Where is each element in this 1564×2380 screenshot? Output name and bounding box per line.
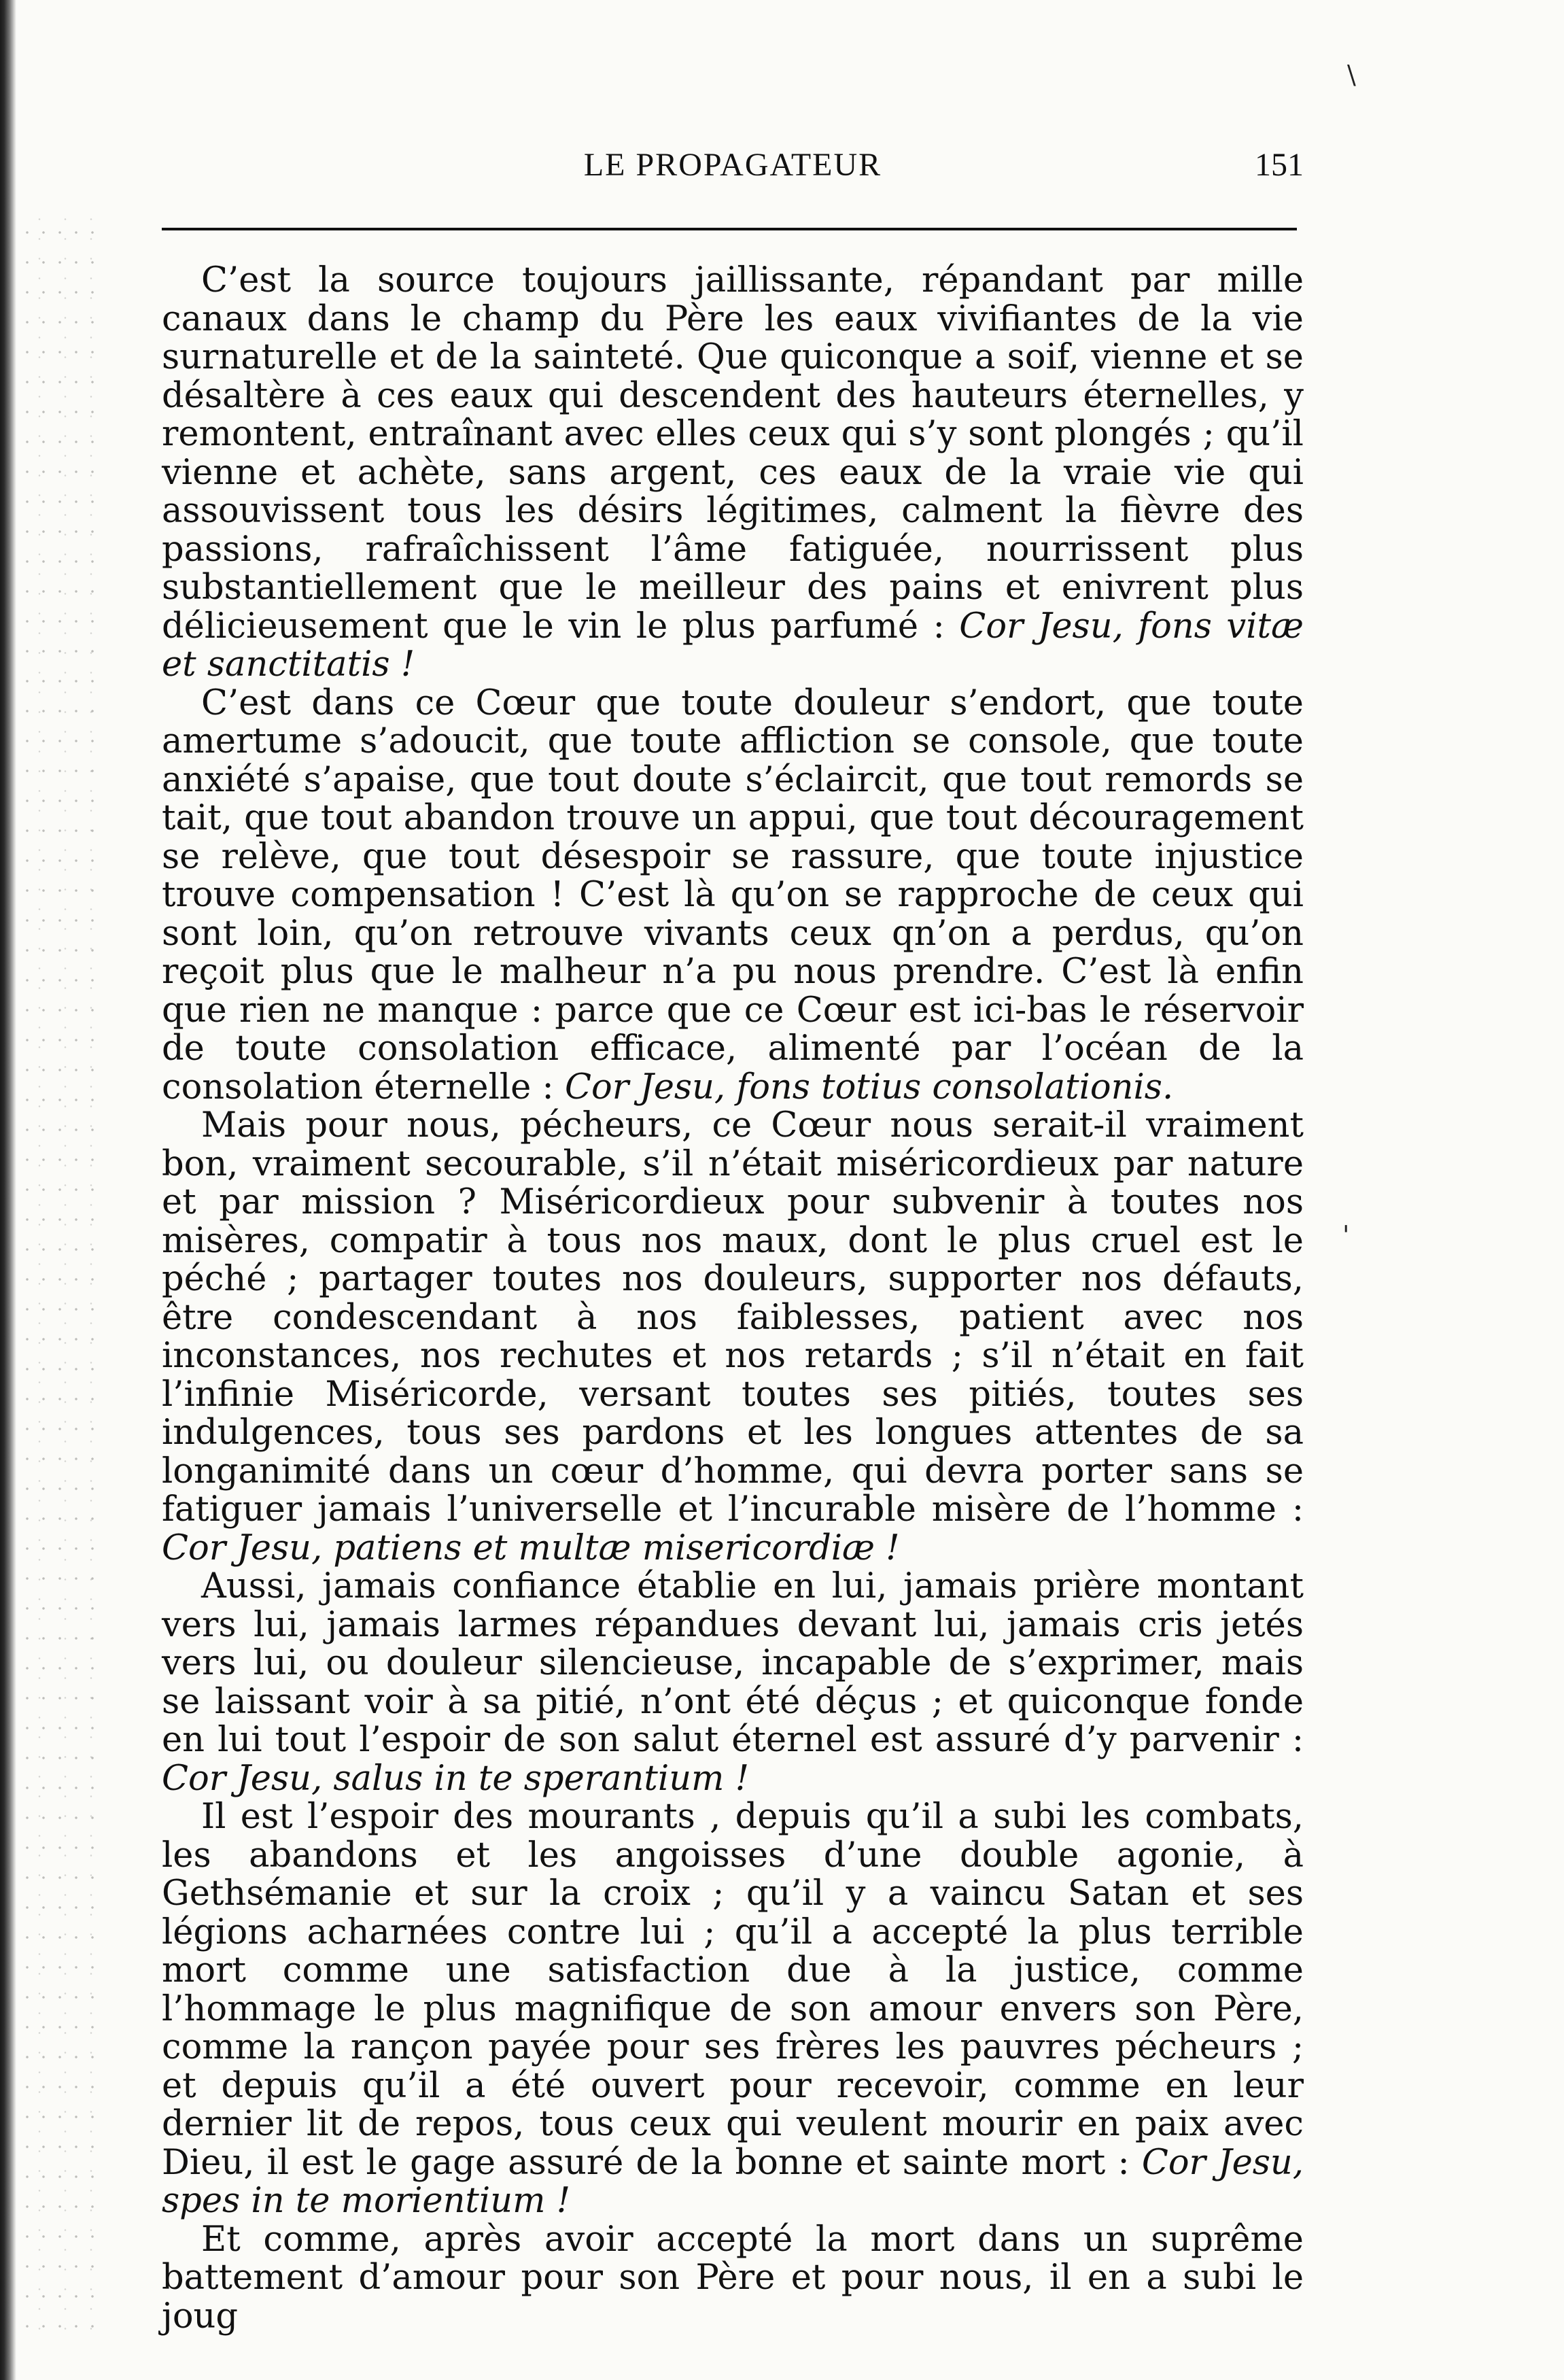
paragraph-5 xyxy=(162,1798,1304,2221)
page-binding-edge xyxy=(0,0,16,2380)
paragraph-1-text: C’est la source toujours jaillissante, répandant par mille canaux dans le champ du Père les eaux vivifiantes de la vie surnaturelle et de la sainteté. Que quiconque a soif, vienne et se désaltère à ces eaux qui descendent des hauteurs éternelles, y remontent, entraînant avec elles ceux qui s’y sont plongés ; qu’il vienne et achète, sans argent, ces eaux de la vraie vie qui assouvissent tous les désirs légitimes, calment la fièvre des passions, rafraîchissent l’âme fatiguée, nourrissent plus substantiellement que le meilleur des pains et enivrent plus délicieusement que le vin le plus parfumé : xyxy=(162,260,1304,646)
paragraph-2-text: C’est dans ce Cœur que toute douleur s’endort, que toute amertume s’adoucit, que toute affliction se console, que toute anxiété s’apaise, que tout doute s’éclaircit, que tout remords se tait, que tout abandon trouve un appui, que tout découragement se relève, que tout désespoir se rassure, que toute injustice trouve compensation ! C’est là qu’on se rapproche de ceux qui sont loin, qu’on retrouve vivants ceux qn’on a perdus, qu’on reçoit plus que le malheur n’a pu nous prendre. C’est là enfin que rien ne manque : parce que ce Cœur est ici-bas le réservoir de toute consolation efficace, alimenté par l’océan de la consolation éternelle : xyxy=(162,683,1304,1107)
paragraph-4 xyxy=(162,1568,1304,1798)
paragraph-4-latin: Cor Jesu, salus in te sperantium ! xyxy=(162,1758,750,1799)
header-rule xyxy=(162,228,1297,230)
page-number: 151 xyxy=(1255,147,1304,183)
paragraph-6 xyxy=(162,2221,1304,2336)
paragraph-2-latin: Cor Jesu, fons totius consolationis. xyxy=(564,1067,1174,1107)
page-header xyxy=(162,139,1304,201)
paragraph-3-latin: Cor Jesu, patiens et multæ misericordiæ ! xyxy=(162,1528,900,1568)
paragraph-5-latin: Cor Jesu, spes in te morientium ! xyxy=(162,2142,1304,2221)
scan-mark-margin: ' xyxy=(1342,1220,1350,1250)
paragraph-3-text: Mais pour nous, pécheurs, ce Cœur nous serait-il vraiment bon, vraiment secourable, s’il n’était miséricordieux par nature et par mission ? Miséricordieux pour subvenir à toutes nos misères, compatir à tous nos maux, dont le plus cruel est le péché ; partager toutes nos douleurs, supporter nos défauts, être condescendant à nos faiblesses, patient avec nos inconstances, nos rechutes et nos retards ; s’il n’était en fait l’infinie Miséricorde, versant toutes ses pitiés, toutes ses indulgences, tous ses pardons et les longues attentes de sa longanimité dans un cœur d’homme, qui devra porter sans se fatiguer jamais l’universelle et l’incurable misère de l’homme : xyxy=(162,1105,1304,1530)
paragraph-5-text: Il est l’espoir des mourants , depuis qu’il a subi les combats, les abandons et les angoisses d’une double agonie, à Gethsémanie et sur la croix ; qu’il y a vaincu Satan et ses légions acharnées contre lui ; qu’il a accepté la plus terrible mort comme une satisfaction due à la justice, comme l’hommage le plus magnifique de son amour envers son Père, comme la rançon payée pour ses frères les pauvres pécheurs ; et depuis qu’il a été ouvert pour recevoir, comme en leur dernier lit de repos, tous ceux qui veulent mourir en paix avec Dieu, il est le gage assuré de la bonne et sainte mort : xyxy=(162,1797,1304,2183)
running-title: LE PROPAGATEUR xyxy=(583,147,882,183)
body-text xyxy=(162,260,1304,2336)
paragraph-2 xyxy=(162,685,1304,1107)
paragraph-3 xyxy=(162,1107,1304,1568)
paragraph-4-text: Aussi, jamais confiance établie en lui, jamais prière montant vers lui, jamais larmes répandues devant lui, jamais cris jetés vers lui, ou douleur silencieuse, incapable de s’exprimer, mais se laissant voir à sa pitié, n’ont été déçus ; et quiconque fonde en lui tout l’espoir de son salut éternel est assuré d’y parvenir : xyxy=(162,1566,1304,1760)
paragraph-6-text: Et comme, après avoir accepté la mort dans un suprême battement d’amour pour son Père et pour nous, il en a subi le joug xyxy=(162,2219,1304,2336)
scan-speckles xyxy=(19,218,101,2339)
paragraph-1 xyxy=(162,262,1304,685)
scan-mark-top-right: \ xyxy=(1347,60,1356,90)
paragraph-1-latin: Cor Jesu, fons vitæ et sanctitatis ! xyxy=(162,606,1304,685)
